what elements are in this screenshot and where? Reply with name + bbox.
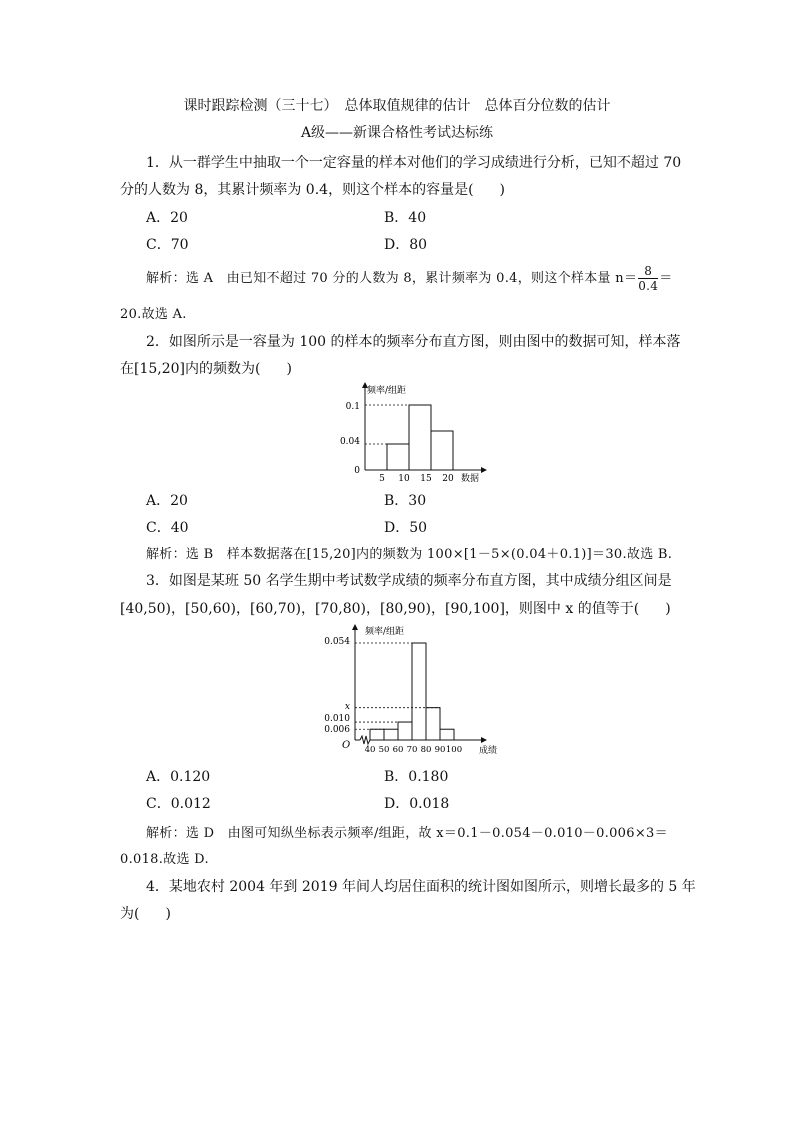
q2-solution: 解析：选 B 样本数据落在[15,20]内的频数为 100×[1－5×(0.04＋0.1)]＝30.故选 B. [146,547,673,562]
y-tick-label: 0.010 [324,714,350,724]
y-axis-label: 频率/组距 [365,627,405,637]
q1-option-c: C．70 [146,237,189,253]
x-tick-label: 60 [392,745,404,755]
x-tick-label: 80 [420,745,432,755]
histogram-bar [384,729,398,740]
q2-close-paren: ) [286,361,292,377]
q1-line1: 1．从一群学生中抽取一个一定容量的样本对他们的学习成绩进行分析，已知不超过 70 [146,155,682,171]
y-axis-label: 频率/组距 [367,386,407,396]
x-tick-label: 40 [364,745,376,755]
histogram-2 [315,620,505,760]
q1-option-d: D．80 [384,237,428,253]
origin-label: O [342,740,351,751]
q2-option-b: B．30 [384,493,427,509]
x-tick-label: 70 [406,745,418,755]
histogram-bar [409,405,431,470]
q1-solution [146,264,673,293]
q3-line2 [120,598,680,618]
histogram-bar [431,431,453,470]
q3-solution-line2: 0.018.故选 D. [120,852,209,867]
q1-close-paren: ) [499,182,506,198]
x-tick-label: 90 [434,745,446,755]
q3-line1: 3．如图是某班 50 名学生期中考试数学成绩的频率分布直方图，其中成绩分组区间是 [146,573,672,589]
q1-solution-eq: ＝ [659,271,673,286]
x-axis-arrow [481,467,487,473]
q3-option-a: A．0.120 [146,769,211,785]
x-axis-arrow [481,737,487,743]
q2-stem: 在[15,20]内的频数为( [120,361,261,377]
histogram-1 [330,380,500,485]
y-tick-label: 0.054 [324,637,350,647]
y-tick-label: 0.04 [339,437,360,447]
y-tick-label: 0.1 [345,402,360,412]
x-axis-label: 成绩 [479,746,498,756]
q1-option-b: B．40 [384,210,427,226]
q1-fraction [638,264,658,293]
histogram-bar [370,729,384,740]
q4-line2 [120,903,680,923]
q1-option-a: A．20 [146,210,188,226]
q3-option-b: B．0.180 [384,769,449,785]
section-subtitle: A级——新课合格性考试达标练 [300,125,494,141]
x-tick-label: 10 [398,474,410,484]
x-tick-label: 20 [442,474,454,484]
y-axis-arrow [352,624,358,630]
q2-line1: 2．如图所示是一容量为 100 的样本的频率分布直方图，则由图中的数据可知，样本落 [146,334,681,350]
q4-stem: 为( [120,906,140,922]
q4-line1: 4．某地农村 2004 年到 2019 年间人均居住面积的统计图如图所示，则增长最多的 5 年 [146,879,696,895]
q3-option-c: C．0.012 [146,796,211,812]
q1-line2 [120,179,680,199]
page-title: 课时跟踪检测（三十七） 总体取值规律的估计 总体百分位数的估计 [183,98,611,114]
q2-option-c: C．40 [146,520,189,536]
q1-solution-line2: 20.故选 A. [120,307,187,322]
q3-solution: 解析：选 D 由图可知纵坐标表示频率/组距，故 x＝0.1－0.054－0.010－0.006×3＝ [146,826,668,841]
axis-break-zigzag [360,736,370,744]
x-axis-label: 数据 [461,474,480,484]
q1-solution-text: 解析：选 A 由已知不超过 70 分的人数为 8，累计频率为 0.4，则这个样本量 n＝ [146,271,638,286]
q1-stem: 分的人数为 8，其累计频率为 0.4，则这个样本的容量是( [120,182,474,198]
histogram-bar [412,643,426,740]
x-tick-label: 15 [420,474,432,484]
y-tick-label: x [344,702,350,712]
q1-frac-den: 0.4 [638,279,659,293]
q1-frac-num: 8 [638,264,658,279]
x-tick-label: 50 [378,745,390,755]
x-tick-label: 100 [445,745,463,755]
histogram-bar [440,729,454,740]
q3-option-d: D．0.018 [384,796,450,812]
histogram-bar [426,708,440,740]
y-tick-label: 0 [354,466,360,476]
x-tick-label: 5 [379,474,385,484]
q3-stem: [40,50)，[50,60)，[60,70)，[70,80)，[80,90)，[90,100]，则图中 x 的值等于( [120,601,640,617]
histogram-bar [387,444,409,470]
histogram-bar [398,722,412,740]
q2-option-d: D．50 [384,520,428,536]
q2-line2 [120,358,680,378]
q3-close-paren: ) [665,601,671,617]
q2-option-a: A．20 [146,493,188,509]
y-tick-label: 0.006 [324,725,350,735]
q4-close-paren: ) [165,906,171,922]
